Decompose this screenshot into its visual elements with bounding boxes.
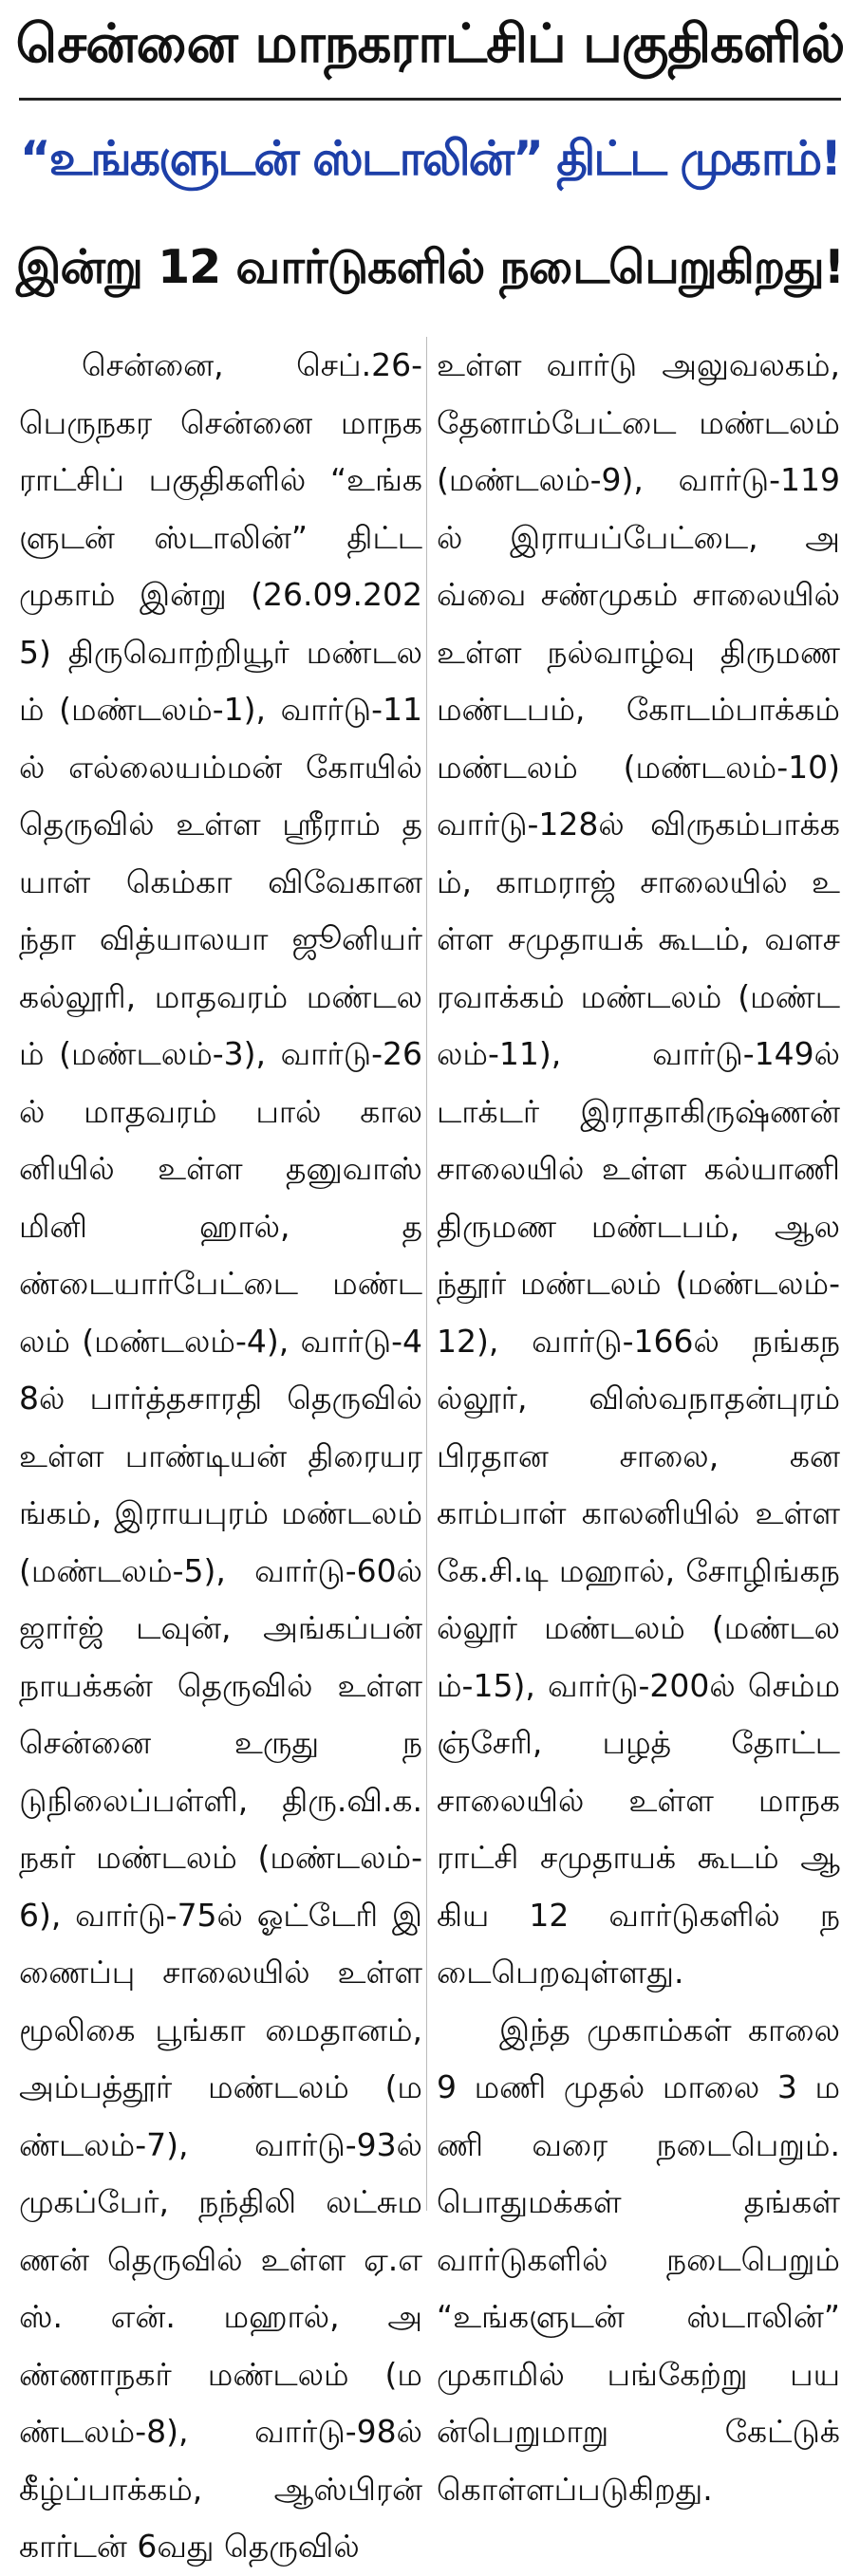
main-headline: “உங்களுடன் ஸ்டாலின்” திட்ட முகாம்! — [19, 130, 841, 186]
article-paragraph-closing: இந்த முகாம்கள் காலை 9 மணி முதல் மாலை 3 மணி வரை நடைபெறும். பொதுமக்கள் தங்கள் வார்டுகளில் நடைபெறும் “உங்களுடன் ஸ்டாலின்” முகாமில் பங்கேற்று பயன்பெறுமாறு கேட்டுக் கொள்ளப்படுகிறது. — [437, 2011, 840, 2508]
column-divider — [426, 337, 427, 2211]
sub-headline: இன்று 12 வார்டுகளில் நடைபெறுகிறது! — [15, 240, 845, 294]
kicker-headline: சென்னை மாநகராட்சிப் பகுதிகளில் — [15, 13, 845, 75]
article-column-right — [437, 337, 840, 2518]
article-paragraph: சென்னை, செப்.26- பெருநகர சென்னை மாநகராட்சிப் பகுதிகளில் “உங்களுடன் ஸ்டாலின்” திட்ட முகாம் இன்று (26.09.2025) திருவொற்றியூர் மண்டலம் (மண்டலம்-1), வார்டு-11ல் எல்லையம்மன் கோயில் தெருவில் உள்ள ஸ்ரீராம் தயாள் கெம்கா விவேகானந்தா வித்யாலயா ஜூனியர் கல்லூரி, மாதவரம் மண்டலம் (மண்டலம்-3), வார்டு-26ல் மாதவரம் பால் காலனியில் உள்ள தனுவாஸ் மினி ஹால், தண்டையார்பேட்டை மண்டலம் (மண்டலம்-4), வார்டு-48ல் பார்த்தசாரதி தெருவில் உள்ள பாண்டியன் திரையரங்கம், இராயபுரம் மண்டலம் (மண்டலம்-5), வார்டு-60ல் ஜார்ஜ் டவுன், அங்கப்பன் நாயக்கன் தெருவில் உள்ள சென்னை உருது நடுநிலைப்பள்ளி, திரு.வி.க. நகர் மண்டலம் (மண்டலம்-6), வார்டு-75ல் ஓட்டேரி இணைப்பு சாலையில் உள்ள மூலிகை பூங்கா மைதானம், அம்பத்தூர் மண்டலம் (மண்டலம்-7), வார்டு-93ல் முகப்பேர், நந்திலி லட்சுமணன் தெருவில் உள்ள ஏ.எஸ். என். மஹால், அண்ணாநகர் மண்டலம் (மண்டலம்-8), வார்டு-98ல் கீழ்ப்பாக்கம், ஆஸ்பிரன் கார்டன் 6வது தெருவில் — [19, 346, 422, 2565]
header-rule — [19, 98, 841, 101]
article-column-left — [19, 337, 422, 2576]
article-paragraph-continued: உள்ள வார்டு அலுவலகம், தேனாம்பேட்டை மண்டலம் (மண்டலம்-9), வார்டு-119ல் இராயப்பேட்டை, அவ்வை சண்முகம் சாலையில் உள்ள நல்வாழ்வு திருமண மண்டபம், கோடம்பாக்கம் மண்டலம் (மண்டலம்-10) வார்டு-128ல் விருகம்பாக்கம், காமராஜ் சாலையில் உள்ள சமுதாயக் கூடம், வளசரவாக்கம் மண்டலம் (மண்டலம்-11), வார்டு-149ல் டாக்டர் இராதாகிருஷ்ணன் சாலையில் உள்ள கல்யாணி திருமண மண்டபம், ஆலந்தூர் மண்டலம் (மண்டலம்-12), வார்டு-166ல் நங்கநல்லூர், விஸ்வநாதன்புரம் பிரதான சாலை, கனகாம்பாள் காலனியில் உள்ள கே.சி.டி மஹால், சோழிங்கநல்லூர் மண்டலம் (மண்டலம்-15), வார்டு-200ல் செம்மஞ்சேரி, பழத் தோட்ட சாலையில் உள்ள மாநகராட்சி சமுதாயக் கூடம் ஆகிய 12 வார்டுகளில் நடைபெறவுள்ளது. — [437, 346, 840, 1991]
